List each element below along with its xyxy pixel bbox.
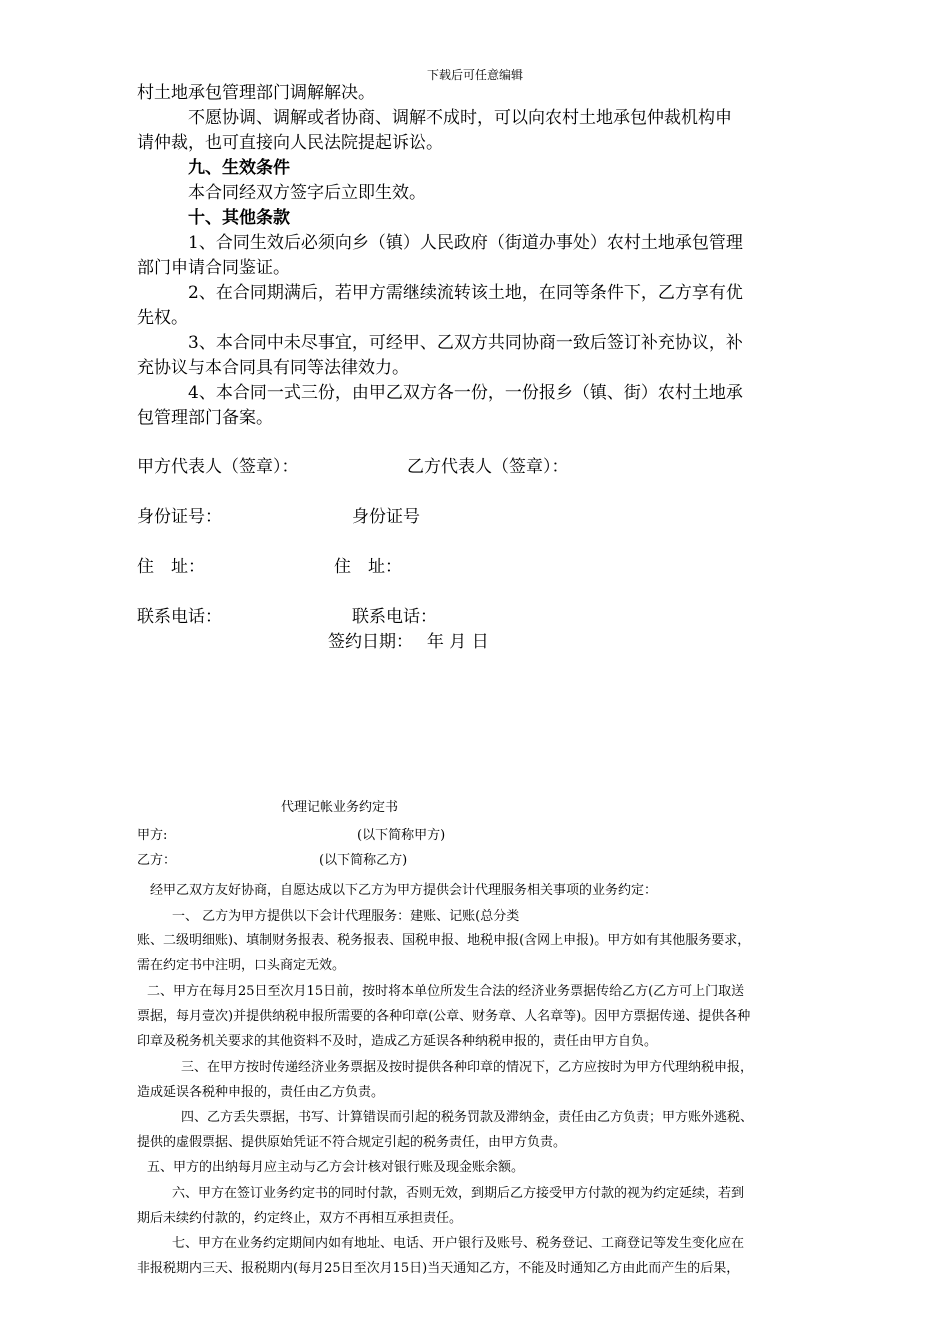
paragraph-line: 七、甲方在业务约定期间内如有地址、电话、开户银行及账号、税务登记、工商登记等发生变化应在 [172, 1236, 745, 1251]
paragraph-line: 四、乙方丢失票据，书写、计算错误而引起的税务罚款及滞纳金，责任由乙方负责；甲方账外逃税、 [181, 1110, 754, 1125]
party-b-label: 乙方： [137, 853, 177, 868]
party-a-note: (以下简称甲方) [357, 828, 446, 843]
paragraph-line: 不愿协调、调解或者协商、调解不成时，可以向农村土地承包仲裁机构申 [188, 108, 732, 128]
paragraph-line: 1、合同生效后必须向乡（镇）人民政府（街道办事处）农村土地承包管理 [188, 233, 743, 253]
section-heading: 九、生效条件 [188, 158, 290, 178]
paragraph-line: 充协议与本合同具有同等法律效力。 [137, 358, 409, 378]
paragraph-line: 本合同经双方签字后立即生效。 [188, 183, 426, 203]
paragraph-line: 二、甲方在每月25日至次月15日前，按时将本单位所发生合法的经济业务票据传给乙方(乙方可上门取送 [147, 984, 745, 999]
paragraph-line: 4、本合同一式三份，由甲乙双方各一份，一份报乡（镇、街）农村土地承 [188, 383, 743, 403]
phone-a-label: 联系电话： [137, 607, 222, 627]
sign-date-label: 签约日期： 年 月 日 [328, 632, 489, 652]
phone-b-label: 联系电话： [352, 607, 437, 627]
paragraph-line: 期后未续约付款的，约定终止，双方不再相互承担责任。 [137, 1211, 463, 1226]
paragraph-line: 三、在甲方按时传递经济业务票据及按时提供各种印章的情况下，乙方应按时为甲方代理纳税申报， [181, 1060, 754, 1075]
paragraph-line: 2、在合同期满后，若甲方需继续流转该土地，在同等条件下，乙方享有优 [188, 283, 743, 303]
paragraph-line: 非报税期内三天、报税期内(每月25日至次月15日)当天通知乙方，不能及时通知乙方由此而产生的后果， [137, 1261, 740, 1276]
section-heading: 十、其他条款 [188, 208, 290, 228]
party-a-label: 甲方: [137, 828, 168, 843]
paragraph-line: 先权。 [137, 308, 188, 328]
paragraph-line: 经甲乙双方友好协商，自愿达成以下乙方为甲方提供会计代理服务相关事项的业务约定： [150, 883, 658, 898]
paragraph-line: 村土地承包管理部门调解解决。 [137, 83, 375, 103]
document-title: 代理记帐业务约定书 [281, 800, 399, 815]
paragraph-line: 造成延误各税种申报的，责任由乙方负责。 [137, 1085, 385, 1100]
paragraph-line: 六、甲方在签订业务约定书的同时付款，否则无效，到期后乙方接受甲方付款的视为约定延续，若到 [172, 1186, 745, 1201]
paragraph-line: 五、甲方的出纳每月应主动与乙方会计核对银行账及现金账余额。 [147, 1160, 525, 1175]
paragraph-line: 一、 乙方为甲方提供以下会计代理服务：建账、记账(总分类 [172, 909, 520, 924]
paragraph-line: 印章及税务机关要求的其他资料不及时，造成乙方延误各种纳税申报的，责任由甲方自负。 [137, 1034, 658, 1049]
paragraph-line: 3、本合同中未尽事宜，可经甲、乙双方共同协商一致后签订补充协议，补 [188, 333, 743, 353]
id-b-label: 身份证号 [352, 507, 420, 527]
party-b-rep-label: 乙方代表人（签章）： [407, 457, 569, 477]
address-a-label: 住 址： [137, 557, 205, 577]
party-b-note: (以下简称乙方) [319, 853, 408, 868]
paragraph-line: 部门申请合同鉴证。 [137, 258, 290, 278]
party-a-rep-label: 甲方代表人（签章）： [137, 457, 299, 477]
paragraph-line: 票据，每月壹次)并提供纳税申报所需要的各种印章(公章、财务章、人名章等)。因甲方票据传递、提供各种 [137, 1009, 751, 1024]
address-b-label: 住 址： [334, 557, 402, 577]
id-a-label: 身份证号： [137, 507, 222, 527]
header-note: 下载后可任意编辑 [426, 68, 523, 82]
paragraph-line: 提供的虚假票据、提供原始凭证不符合规定引起的税务责任，由甲方负责。 [137, 1135, 567, 1150]
paragraph-line: 包管理部门备案。 [137, 408, 273, 428]
paragraph-line: 账、二级明细账)、填制财务报表、税务报表、国税申报、地税申报(含网上申报)。甲方如有其他服务要求， [137, 933, 751, 948]
paragraph-line: 需在约定书中注明，口头商定无效。 [137, 958, 346, 973]
paragraph-line: 请仲裁，也可直接向人民法院提起诉讼。 [137, 133, 443, 153]
